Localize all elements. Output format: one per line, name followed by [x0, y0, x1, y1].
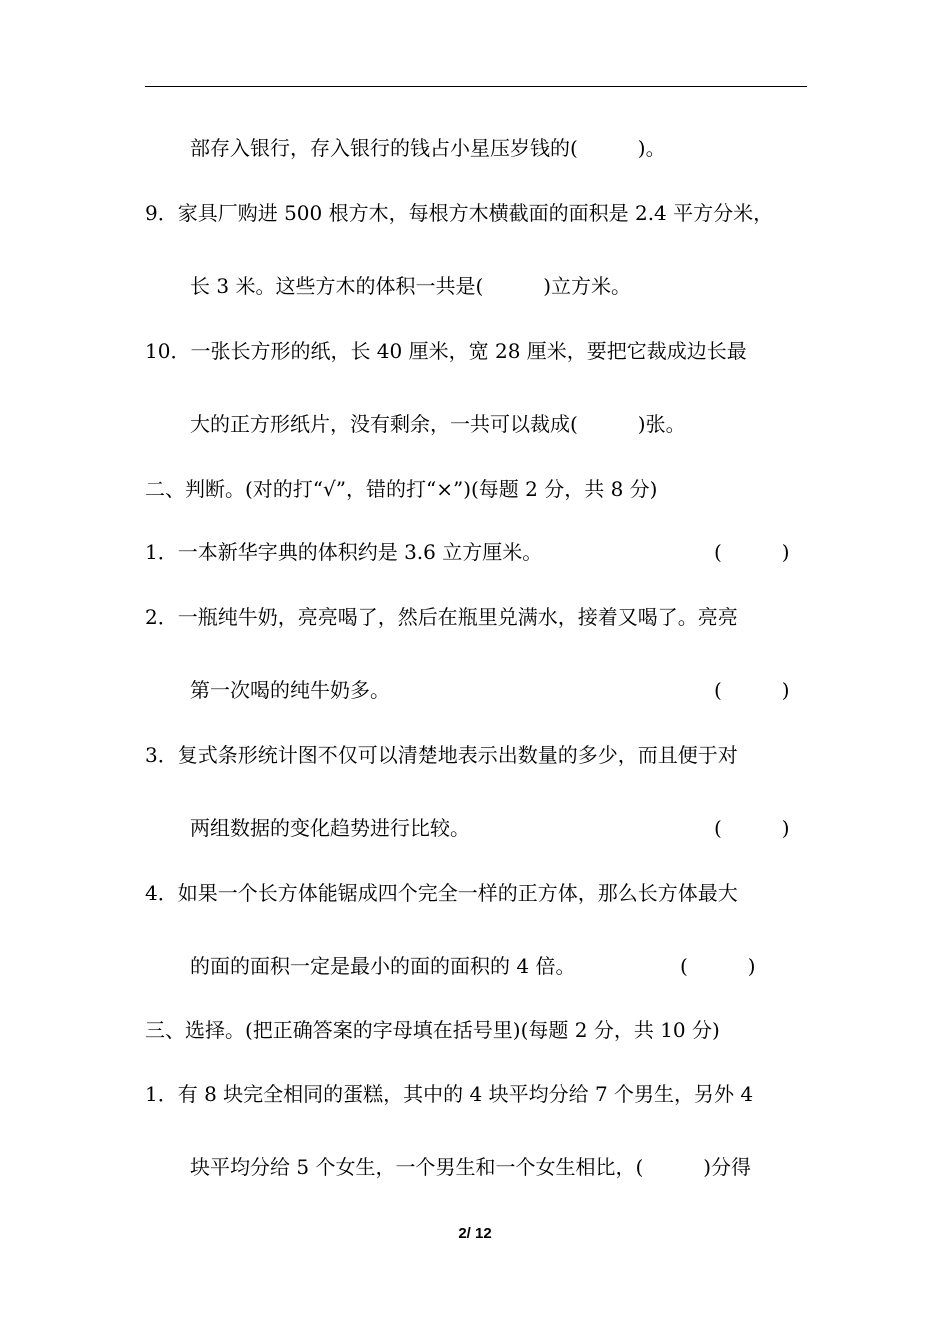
judge-1-line-1: 1．一本新华字典的体积约是 3.6 立方厘米。 [145, 540, 543, 564]
judge-4-line-2: 的面的面积一定是最小的面的面积的 4 倍。 [190, 954, 576, 978]
judge-2-line-1: 2．一瓶纯牛奶，亮亮喝了，然后在瓶里兑满水，接着又喝了。亮亮 [145, 605, 738, 629]
judge-4-line-1: 4．如果一个长方体能锯成四个完全一样的正方体，那么长方体最大 [145, 881, 738, 905]
judge-3-line-1: 3．复式条形统计图不仅可以清楚地表示出数量的多少，而且便于对 [145, 743, 738, 767]
question-8-line-2: 部存入银行，存入银行的钱占小星压岁钱的( )。 [190, 136, 666, 160]
page-number: 2/ 12 [458, 1225, 492, 1242]
question-9-line-2: 长 3 米。这些方木的体积一共是( )立方米。 [190, 274, 632, 298]
question-9-line-1: 9．家具厂购进 500 根方木，每根方木横截面的面积是 2.4 平方分米， [145, 201, 774, 225]
judge-2-answer-paren: ( ) [714, 678, 790, 702]
judge-3-answer-paren: ( ) [714, 816, 790, 840]
question-10-line-2: 大的正方形纸片，没有剩余，一共可以裁成( )张。 [190, 412, 686, 436]
section-3-heading: 三、选择。(把正确答案的字母填在括号里)(每题 2 分，共 10 分) [145, 1018, 720, 1042]
choice-1-line-2: 块平均分给 5 个女生，一个男生和一个女生相比，( )分得 [190, 1155, 752, 1179]
section-2-heading: 二、判断。(对的打“√”，错的打“×”)(每题 2 分，共 8 分) [145, 477, 658, 501]
choice-1-line-1: 1．有 8 块完全相同的蛋糕，其中的 4 块平均分给 7 个男生，另外 4 [145, 1082, 754, 1106]
judge-3-line-2: 两组数据的变化趋势进行比较。 [190, 816, 470, 840]
judge-2-line-2: 第一次喝的纯牛奶多。 [190, 678, 390, 702]
judge-1-answer-paren: ( ) [714, 540, 790, 564]
judge-4-answer-paren: ( ) [680, 954, 756, 978]
header-rule [145, 86, 807, 87]
question-10-line-1: 10．一张长方形的纸，长 40 厘米，宽 28 厘米，要把它裁成边长最 [145, 339, 747, 363]
